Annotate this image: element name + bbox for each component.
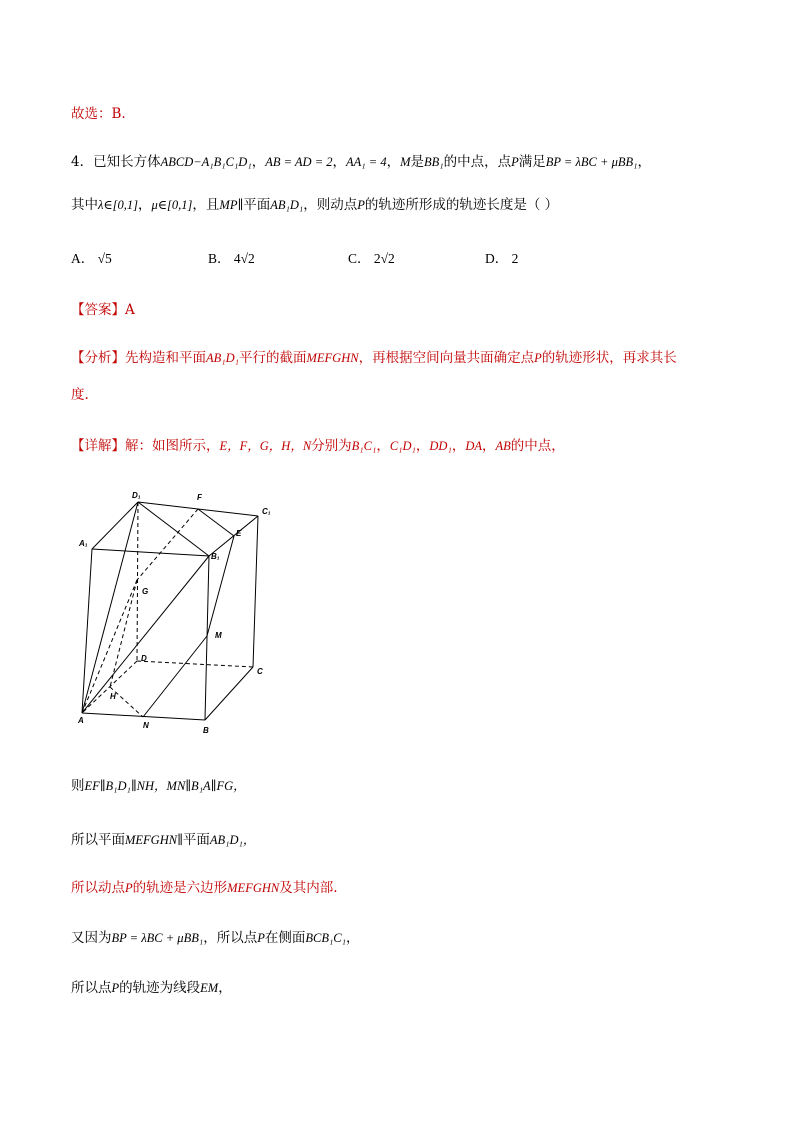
question-text: 平面 xyxy=(243,197,271,213)
p-label: P xyxy=(534,351,542,365)
conclusion-text: ，所以点 xyxy=(203,930,258,946)
section-expr: MEFGHN xyxy=(306,351,359,365)
analysis-text: ，再根据空间向量共面确定点 xyxy=(358,350,535,366)
label-e: E xyxy=(236,529,242,538)
conclusion-line-1 xyxy=(71,774,246,794)
option-b xyxy=(208,247,255,267)
punct: ， xyxy=(481,438,496,454)
punct: ， xyxy=(251,154,266,170)
conclusion-text: 所以平面 xyxy=(71,832,125,848)
label-b1: B₁ xyxy=(211,552,220,561)
option-d xyxy=(485,247,518,267)
label-f: F xyxy=(197,493,202,502)
edge-d-c xyxy=(137,661,253,667)
p-label: P xyxy=(257,931,265,945)
punct: ， xyxy=(218,980,232,996)
bb-expr: BB₁ xyxy=(424,155,444,169)
p-label: P xyxy=(125,881,133,895)
label-c1: C₁ xyxy=(262,507,271,516)
mp-expr: MP∥ xyxy=(219,198,244,212)
question-text: 的中点，点 xyxy=(443,154,512,170)
p-label: P xyxy=(357,198,365,212)
edge-b-c xyxy=(205,667,253,720)
label-h: H xyxy=(110,692,116,701)
segment-mn xyxy=(143,636,207,717)
punct: ， xyxy=(451,438,466,454)
option-value: √5 xyxy=(97,251,112,266)
punct: ， xyxy=(376,438,390,454)
label-a1: A₁ xyxy=(79,539,88,548)
p-label: P xyxy=(111,981,120,995)
conclusion-text: 及其内部. xyxy=(279,880,338,896)
edge-d-d1 xyxy=(137,502,138,661)
conclusion-text: 的轨迹为线段 xyxy=(119,980,201,996)
mu-range: μ∈[0,1] xyxy=(151,198,193,212)
punct: ， xyxy=(415,438,430,454)
option-c xyxy=(348,247,395,267)
face-expr: BCB₁C₁ xyxy=(305,931,346,945)
plane-expr: AB₁D₁ xyxy=(270,198,304,212)
segment-em: EM xyxy=(200,981,219,995)
punct: ， xyxy=(332,154,347,170)
label-c: C xyxy=(257,667,263,676)
detail-tag: 【详解】 xyxy=(71,438,125,454)
segment-dd1: DD₁ xyxy=(429,439,452,453)
label-d: D xyxy=(141,654,147,663)
detail-text: 的中点， xyxy=(510,438,565,454)
ab-expr: AB = AD = 2 xyxy=(265,155,333,169)
answer-value: A xyxy=(125,302,135,318)
question-text: ，且 xyxy=(192,197,220,213)
option-letter: C． xyxy=(348,251,371,266)
analysis-line-2: 度. xyxy=(71,387,89,403)
punct: ， xyxy=(345,930,360,946)
punct: ， xyxy=(386,154,401,170)
option-a xyxy=(71,247,112,267)
segment-gh xyxy=(110,580,137,687)
question-text: 满足 xyxy=(518,154,546,170)
option-value: 2 xyxy=(511,251,519,266)
segment-da: DA xyxy=(465,439,482,453)
conclusion-text: 的轨迹是六边形 xyxy=(132,880,228,896)
label-g: G xyxy=(142,587,149,596)
question-text: 的轨迹所形成的轨迹长度是（ ） xyxy=(364,197,559,213)
label-a: A xyxy=(78,716,84,725)
conclusion-line-3 xyxy=(71,876,338,896)
label-m: M xyxy=(215,631,222,640)
edge-a1-b1 xyxy=(92,549,209,556)
conclusion-text: 则 xyxy=(71,778,85,794)
analysis-text: 的轨迹形状，再求其长 xyxy=(541,350,677,366)
punct: ， xyxy=(637,154,651,170)
vector-expr: BP = λBC + μBB₁ xyxy=(545,155,638,169)
edge-d-a xyxy=(82,661,137,713)
edge-c-c1 xyxy=(253,516,258,667)
question-text: 是 xyxy=(410,154,424,170)
segment-b1c1: B₁C₁ xyxy=(351,439,377,453)
option-value: 2√2 xyxy=(373,251,395,266)
conclusion-line-5 xyxy=(71,976,232,996)
analysis-text: 平行的截面 xyxy=(239,350,307,366)
option-value: 4√2 xyxy=(233,251,255,266)
conclusion-text: 所以动点 xyxy=(71,880,125,896)
option-letter: A． xyxy=(71,251,95,266)
conclusion-text: 平面 xyxy=(182,832,210,848)
detail-text: 分别为 xyxy=(311,438,352,454)
prev-conclusion: 故选：B. xyxy=(71,106,126,122)
aa-expr: AA₁ = 4 xyxy=(346,155,387,169)
analysis-text: 先构造和平面 xyxy=(125,350,206,366)
hexagon-expr: MEFGHN xyxy=(227,881,280,895)
parallel-expr: EF∥B₁D₁∥NH，MN∥B₁A∥FG， xyxy=(84,779,246,793)
lambda-range: λ∈[0,1] xyxy=(98,198,139,212)
answer-tag: 【答案】 xyxy=(71,302,125,318)
segment-fg xyxy=(137,509,198,580)
detail-text: 解：如图所示， xyxy=(125,438,220,454)
conclusion-text: 所以点 xyxy=(71,980,112,996)
segment-c1d1: C₁D₁ xyxy=(389,439,416,453)
plane-expr: AB₁D₁， xyxy=(209,833,256,847)
points-expr: E，F，G，H，N xyxy=(219,439,312,453)
conclusion-line-4 xyxy=(71,926,359,946)
p-label: P xyxy=(511,155,519,169)
plane-expr: AB₁D₁ xyxy=(206,351,239,365)
edge-a1-d1 xyxy=(92,502,138,549)
segment-ab: AB xyxy=(495,439,511,453)
option-letter: D． xyxy=(485,251,509,266)
vector-expr: BP = λBC + μBB₁ xyxy=(111,931,204,945)
label-n: N xyxy=(143,721,149,730)
label-b: B xyxy=(203,726,209,735)
question-text: 已知长方体 xyxy=(93,154,161,170)
analysis-tag: 【分析】 xyxy=(71,350,125,366)
question-text: ，则动点 xyxy=(303,197,358,213)
conclusion-text: 在侧面 xyxy=(264,930,306,946)
question-number: 4． xyxy=(71,154,94,170)
detail-line xyxy=(71,434,565,454)
question-line-1 xyxy=(71,150,651,170)
conclusion-line-2 xyxy=(71,828,255,848)
conclusion-text: 又因为 xyxy=(71,930,112,946)
answer-line xyxy=(71,298,135,318)
option-letter: B． xyxy=(208,251,231,266)
segment-me xyxy=(207,536,234,636)
segment-b1d1 xyxy=(138,502,209,556)
edge-a-a1 xyxy=(82,549,92,713)
m-label: M xyxy=(400,155,411,169)
segment-ab1 xyxy=(82,556,209,713)
question-text: 其中 xyxy=(71,197,98,213)
box-expr: ABCD−A₁B₁C₁D₁ xyxy=(160,155,252,169)
cuboid-figure xyxy=(72,485,292,740)
punct: ， xyxy=(138,197,152,213)
question-line-2 xyxy=(71,193,558,213)
analysis-line-1 xyxy=(71,346,677,366)
label-d1: D₁ xyxy=(132,491,141,500)
section-expr: MEFGHN∥ xyxy=(125,833,183,847)
